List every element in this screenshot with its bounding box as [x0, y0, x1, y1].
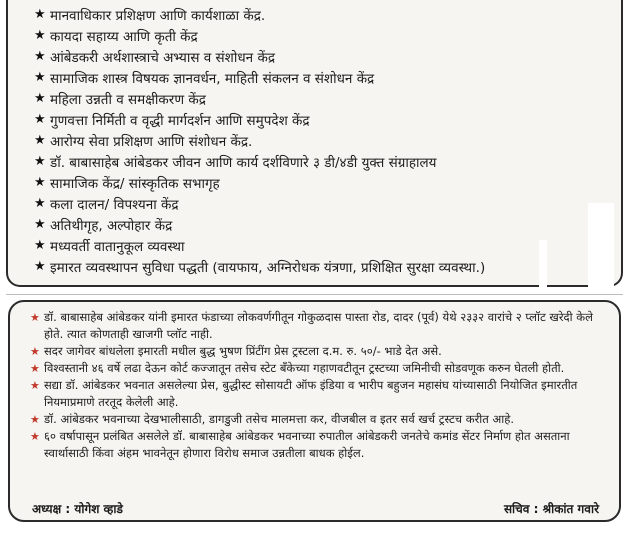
list-item — [34, 109, 621, 130]
list-item-text: मानवाधिकार प्रशिक्षण आणि कार्यशाळा केंद्र. — [50, 7, 266, 24]
star-icon: ★ — [30, 362, 40, 375]
list-item-text: सामाजिक केंद्र/ सांस्कृतिक सभागृह — [50, 175, 220, 192]
star-icon: ★ — [34, 175, 46, 190]
list-item — [30, 428, 609, 462]
list-item-text: सद्या डॉ. आंबेडकर भवनात असलेल्या प्रेस, बुद्धीस्ट सोसायटी ऑफ इंडिया व भारीप बहुजन महासंघ यांच्यासाठी नियोजित इमारतीत नियमाप्रमाणे तरतूद केलेली आहे. — [44, 378, 578, 409]
list-item-text: कायदा सहाय्य आणि कृती केंद्र — [50, 28, 198, 45]
star-icon: ★ — [34, 238, 46, 253]
list-item-text: महिला उन्नती व समक्षीकरण केंद्र — [50, 91, 206, 108]
list-item — [34, 214, 621, 235]
star-icon: ★ — [34, 112, 46, 127]
notes-panel — [8, 300, 621, 522]
star-icon: ★ — [30, 413, 40, 426]
list-item-text: अतिथीगृह, अल्पोहार केंद्र — [50, 217, 173, 234]
star-icon: ★ — [30, 311, 40, 324]
list-item — [34, 130, 621, 151]
list-item — [34, 67, 621, 88]
list-item-text: विश्वस्तानी ४६ वर्षे लढा देऊन कोर्ट कज्जातून तसेच स्टेट बँकेच्या गहाणवटीतून ट्रस्टच्या जमिनीची सोडवणूक करुन घेतली होती. — [44, 361, 565, 375]
list-item — [34, 256, 621, 277]
list-item-text: कला दालन/ विपश्यना केंद्र — [50, 196, 179, 213]
features-panel — [6, 0, 623, 287]
notes-list — [10, 302, 619, 462]
list-item — [34, 25, 621, 46]
white-overlay-bar — [588, 203, 614, 313]
list-item — [30, 360, 609, 377]
list-item — [30, 411, 609, 428]
list-item — [30, 343, 609, 360]
white-overlay-bar — [539, 240, 547, 300]
star-icon: ★ — [34, 196, 46, 211]
star-icon: ★ — [34, 49, 46, 64]
list-item — [34, 193, 621, 214]
star-icon: ★ — [34, 217, 46, 232]
list-item — [34, 151, 621, 172]
list-item-text: आंबेडकरी अर्थशास्त्राचे अभ्यास व संशोधन केंद्र — [50, 49, 275, 66]
star-icon: ★ — [34, 259, 46, 274]
list-item — [34, 235, 621, 256]
list-item — [34, 4, 621, 25]
star-icon: ★ — [30, 379, 40, 392]
list-item-text: इमारत व्यवस्थापन सुविधा पद्धती (वायफाय, अग्निरोधक यंत्रणा, प्रशिक्षित सुरक्षा व्यवस्था.) — [50, 259, 486, 276]
secretary-name: सचिव : श्रीकांत गवारे — [503, 502, 599, 516]
list-item-text: गुणवत्ता निर्मिती व वृद्धी मार्गदर्शन आणि समुपदेश केंद्र — [50, 112, 310, 129]
list-item-text: डॉ. बाबासाहेब आंबेडकर यांनी इमारत फंडाच्या लोकवर्णगीतून गोकुळदास पास्ता रोड, दादर (पूर्व) येथे २३३२ वारांचे २ प्लॉट खरेदी केले होते. त्यात कोणताही खाजगी प्लॉट नाही. — [44, 310, 593, 341]
president-name: अध्यक्ष : योगेश व्हाडे — [32, 502, 123, 516]
star-icon: ★ — [34, 28, 46, 43]
list-item-text: ६० वर्षापासून प्रलंबित असलेले डॉ. बाबासाहेब आंबेडकर भवनाच्या रुपातील आंबेडकरी जनतेचे कमांड सेंटर निर्माण होत असताना स्वार्थासाठी किंवा अंहम भावनेतून होणारा विरोध समाज उन्नतीला बाधक होईल. — [44, 429, 570, 460]
list-item — [30, 377, 609, 411]
star-icon: ★ — [34, 70, 46, 85]
star-icon: ★ — [34, 91, 46, 106]
signature-footer — [32, 500, 599, 517]
star-icon: ★ — [34, 154, 46, 169]
divider — [6, 294, 623, 295]
list-item-text: मध्यवर्ती वातानुकूल व्यवस्था — [50, 238, 185, 255]
list-item — [30, 309, 609, 343]
list-item-text: सामाजिक शास्त्र विषयक ज्ञानवर्धन, माहिती संकलन व संशोधन केंद्र — [50, 70, 375, 87]
features-list — [8, 0, 621, 277]
list-item — [34, 46, 621, 67]
list-item-text: डॉ. बाबासाहेब आंबेडकर जीवन आणि कार्य दर्शविणारे ३ डी/४डी युक्त संग्राहालय — [50, 154, 437, 171]
star-icon: ★ — [30, 430, 40, 443]
list-item — [34, 88, 621, 109]
star-icon: ★ — [34, 7, 46, 22]
list-item-text: सदर जागेवर बांधलेला इमारती मधील बुद्ध भुषण प्रिंटींग प्रेस ट्रस्टला द.म. रु. ५०/- भाडे देत असे. — [44, 344, 442, 358]
list-item — [34, 172, 621, 193]
star-icon: ★ — [34, 133, 46, 148]
star-icon: ★ — [30, 345, 40, 358]
list-item-text: डॉ. आंबेडकर भवनाच्या देखभालीसाठी, डागडुजी तसेच मालमत्ता कर, वीजबील व इतर सर्व खर्च ट्रस्टच करीत आहे. — [44, 412, 515, 426]
list-item-text: आरोग्य सेवा प्रशिक्षण आणि संशोधन केंद्र. — [50, 133, 253, 150]
